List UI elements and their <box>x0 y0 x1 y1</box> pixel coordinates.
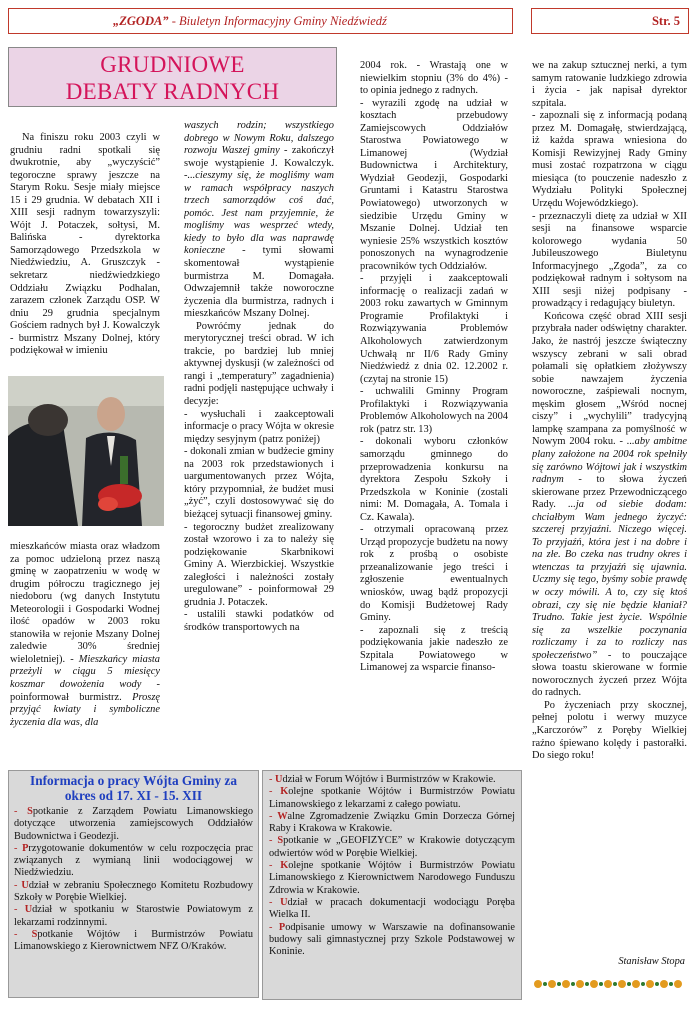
list-item: - wyrazili zgodę na udział w kosztach przebudowy Zamiejscowych Oddziałów Starostwa Powiatowego w Limanowej (Wydział Budownictwa i Architektury, Wydział Geodezji, Gospodarki Gruntami i Katastru Starostwa Powiatowego) utworzonych w siedzibie Urzędu Gminy w Mszanie Dolnej. Udział ten wyniesie 25% wszystkich kosztów ponoszonych na wynagrodzenie pracowników tych Oddziałów. <box>360 97 508 272</box>
activity-list <box>269 774 515 958</box>
list-item: - zapoznali się z treścią podziękowania jakie nadeszło ze Szpitala Powiatowego w Limanowej za wsparcie finanso- <box>360 624 508 674</box>
mayor-activity-box-continued <box>262 770 522 1000</box>
page-number: Str. 5 <box>651 13 680 28</box>
article-column-2 <box>184 120 334 768</box>
activity-item: - Kolejne spotkanie Wójtów i Burmistrzów Powiatu Limanowskiego z Kierownictwem Narodowego Funduszu Zdrowia w Krakowie. <box>269 860 515 896</box>
list-item: - przeznaczyli dietę za udział w XII sesji na finansowe wsparcie kolorowego wydania 50 Jubileuszowego Biuletynu Informacyjnego „Zgoda”, za co podziękował radnym i sołtysom na XIII sesji niżej podpisany - prowadzący i redagujący biuletyn. <box>532 210 687 310</box>
paragraph: Powróćmy jednak do merytorycznej treści obrad. W ich trakcie, po bardziej lub mniej aktywnej dyskusji (w zależności od rangi i „temperatury” zagadnienia) radni podjęli następujące uchwały i decyzje: <box>184 320 334 408</box>
headline-line-2: DEBATY RADNYCH <box>65 79 280 104</box>
list-item: - uchwalili Gminny Program Profilaktyki i Rozwiązywania Problemów Alkoholowych na 2004 rok (patrz str. 13) <box>360 386 508 435</box>
activity-item: - Udział w spotkaniu w Starostwie Powiatowym z lekarzami rodzinnymi. <box>14 904 253 928</box>
paragraph: Na finiszu roku 2003 czyli w grudniu radni spotkali się dwukrotnie, aby „wyczyścić” tegoroczne sprawy jeszcze na Starym Roku. Sesje miały miejsce 15 i 29 grudnia. W debatach XII i XIII sesji radnym towarzyszyli: Wójt J. Potaczek, sołtysi, M. Balińska - dyrektorka Samorządowego Przedszkola w Niedźwiedziu, A. Gruszczyk - sekretarz niedźwiedzkiego Oddziału Związku Podhalan, zarazem członek Zarządu OSP. W dniu 29 grudnia specjalnym Gościem radnych był J. Kowalczyk - burmistrz Mszany Dolnej, który podziękował w imieniu <box>10 132 160 357</box>
article-column-4 <box>532 60 687 965</box>
article-column-1-top <box>10 132 160 372</box>
activity-item: - Spotkanie z Zarządem Powiatu Limanowskiego dotyczące utworzenia zamiejscowych Oddziałów Budownictwa i Geodezji. <box>14 806 253 842</box>
paragraph: we na zakup sztucznej nerki, a tym samym ratowanie ludzkiego zdrowia i życia - jak napisał dyrektor szpitala. <box>532 60 687 109</box>
photo-two-men-flowers-icon <box>8 376 164 526</box>
list-item: - otrzymali opracowaną przez Urząd propozycje budżetu na nowy rok z prośbą o osobiste przeanalizowanie jego treści i zgłoszenie ewentualnych wniosków, uwag bądź propozycji do Komisji Budżetowej Rady Gminy. <box>360 524 508 624</box>
list-item: - ustalili stawki podatków od środków transportowych na <box>184 609 334 633</box>
activity-item: - Udział w Forum Wójtów i Burmistrzów w Krakowie. <box>269 774 496 785</box>
list-item: - wysłuchali i zaakceptowali informacje o pracy Wójta w okresie między sesyjnym (patrz poniżej) <box>184 408 334 445</box>
publication-name: „ZGODA” <box>113 13 169 28</box>
activity-list <box>14 806 253 954</box>
publication-subtitle: - Biuletyn Informacyjny Gminy Niedźwiedź <box>168 13 387 28</box>
list-item: - zapoznali się z informacją podaną przez M. Domagałę, stwierdzającą, iż każda sprawa wniesiona do Komisji Rewizyjnej Rady Gminy musi zostać rozpatrzona w ciągu miesiąca (to pouczenie nadeszło z Wydziału Polityki Społecznej Urzędu Wojewódzkiego). <box>532 110 687 210</box>
author-signature: Stanisław Stopa <box>618 956 685 967</box>
list-item: - dokonali wyboru członków samorządu gminnego do przeprowadzenia konkursu na dyrektora Zespołu Szkoły i Przedszkola w Koninie (zostali nimi: M. Domagała, A. Tomala i Cz. Kawala). <box>360 436 508 523</box>
page-number-box <box>531 8 689 34</box>
article-column-1-bottom <box>10 541 160 776</box>
activity-item: - Udział w pracach dokumentacji wodociągu Poręba Wielka II. <box>269 896 515 921</box>
list-item: - przyjęli i zaakceptowali informację o realizacji zadań w 2003 roku zawartych w Gminnym Programie Profilaktyki i Rozwiązywania Problemów Alkoholowych zatwierdzonym Uchwałą nr II/6 Rady Gminy Niedźwiedź z dnia 02. 12.2002 r. (czytaj na stronie 15) <box>360 273 508 385</box>
list-item: - dokonali zmian w budżecie gminy na 2003 rok przedstawionych i uargumentowanych przez Wójta, który przypomniał, że budżet musi „żyć”, czyli dostosowywać się do bieżącej sytuacji finansowej gminy. <box>184 446 334 520</box>
flower-border-icon <box>532 977 688 991</box>
activity-item: - Przygotowanie dokumentów w celu rozpoczęcia prac związanych z wymianą linii wodociągowej w Niedźwiedziu. <box>14 842 253 879</box>
list-item: - tegoroczny budżet zrealizowany został wzorowo i za to należy się podziękowanie Skarbnikowi Gminy A. Wierzbickiej. Wszystkie zaległości i należności zostały uregulowane” - poinformował 29 grudnia J. Potaczek. <box>184 521 334 608</box>
article-headline <box>8 47 337 107</box>
article-column-3 <box>360 60 508 760</box>
header-title-box <box>8 8 513 34</box>
mayor-activity-box <box>8 770 259 998</box>
activity-item: - Spotkanie Wójtów i Burmistrzów Powiatu Limanowskiego z Kierownictwem NFZ O/Kraków. <box>14 928 253 953</box>
activity-item: - Spotkanie w „GEOFIZYCE” w Krakowie dotyczącym odwiertów wód w Porębie Wielkiej. <box>269 835 515 859</box>
paragraph: waszych rodzin; wszystkiego dobrego w Nowym Roku, dalszego rozwoju Waszej gminy - zakończył swoje wystąpienie J. Kowalczyk. -...cieszymy się, że mogliśmy wam w ramach współpracy naszych trzech samorządów coś dać, pomóc. Jest nam przyjemnie, że mogliśmy was wesprzeć wtedy, kiedy to było dla was naprawdę konieczne - tymi słowami skomentował wystąpienie burmistrza M. Domagała. Odwzajemnił także noworoczne życzenia dla burmistrza, radnych i mieszkańców Mszany Dolnej. <box>184 120 334 320</box>
activity-item: - Kolejne spotkanie Wójtów i Burmistrzów Powiatu Limanowskiego z lekarzami z całego powiatu. <box>269 786 515 810</box>
paragraph: Po życzeniach przy skocznej, pełnej polotu i werwy muzyce „Karczorów” z Poręby Wielkiej raźno śpiewano kolędy i pastorałki. Do siego roku! <box>532 699 687 762</box>
box-title: Informacja o pracy Wójta Gminy za okres od 17. XI - 15. XII <box>30 773 237 803</box>
paragraph: 2004 rok. - Wrastają one w niewielkim stopniu (3% do 4%) - to opinia jednego z radnych. <box>360 60 508 97</box>
activity-item: - Udział w zebraniu Społecznego Komitetu Rozbudowy Szkoły w Porębie Wielkiej. <box>14 879 253 904</box>
paragraph: mieszkańców miasta oraz władzom za pomoc udzieloną przez naszą gminę w zaopatrzeniu w wodę w drugim półroczu tragicznego jej niedoboru (wg danych Instytutu Meteorologii i Gospodarki Wodnej ilość opadów w 2003 roku stanowiła w rejonie Mszany Dolnej zaledwie 30% średniej wieloletniej). - Mieszkańcy miasta przeżyli w ciągu 5 miesięcy koszmar dowożenia wody - poinformował burmistrz. Proszę przyjąć kwiaty i symboliczne życzenia dla was, dla <box>10 541 160 728</box>
headline-line-1: GRUDNIOWE <box>100 52 245 77</box>
activity-item: - Walne Zgromadzenie Związku Gmin Dorzecza Górnej Raby i Krakowa w Krakowie. <box>269 810 515 835</box>
paragraph: Końcowa część obrad XIII sesji przybrała nader odświętny charakter. Jako, że nastrój jeszcze świąteczny wszyscy zebrani w sali obrad połamali się opłatkiem złożywszy sobie nawzajem życzenia noworoczne, zaśpiewali nocnym, męskim głosem „Wśród nocnej ciszy” i „wychylili” tradycyjną lampkę szampana za pomyślność w Nowym 2004 roku. - ...aby ambitne plany założone na 2004 rok spełniły się zarówno Wójtowi jak i wszystkim radnym - to słowa życzeń skierowane przez Przewodniczącego Rady. ...ja od siebie dodam: chciałbym Wam jednego życzyć: szczerej przyjaźni. Niczego więcej. To przyjaźń, która jest i na dobre i na złe. Bo czeka nas trudny okres i wtenczas ta przyjaźń się ujawnia. Uczmy się tego, byśmy sobie prawdę w oczy mówili. A to, czy się ktoś obrazi, czy się nie będzie kłaniał? Trudno. Takie jest życie. Wspólnie się za wszelkie poczynania rozliczamy i za to rozliczy nas społeczeństwo” - to pouczające słowa toastu skierowane w formie noworocznych życzeń przez Wójta do radnych. <box>532 310 687 699</box>
activity-item: - Podpisanie umowy w Warszawie na dofinansowanie budowy sali gimnastycznej przy Szkole Podstawowej w Koninie. <box>269 921 515 958</box>
